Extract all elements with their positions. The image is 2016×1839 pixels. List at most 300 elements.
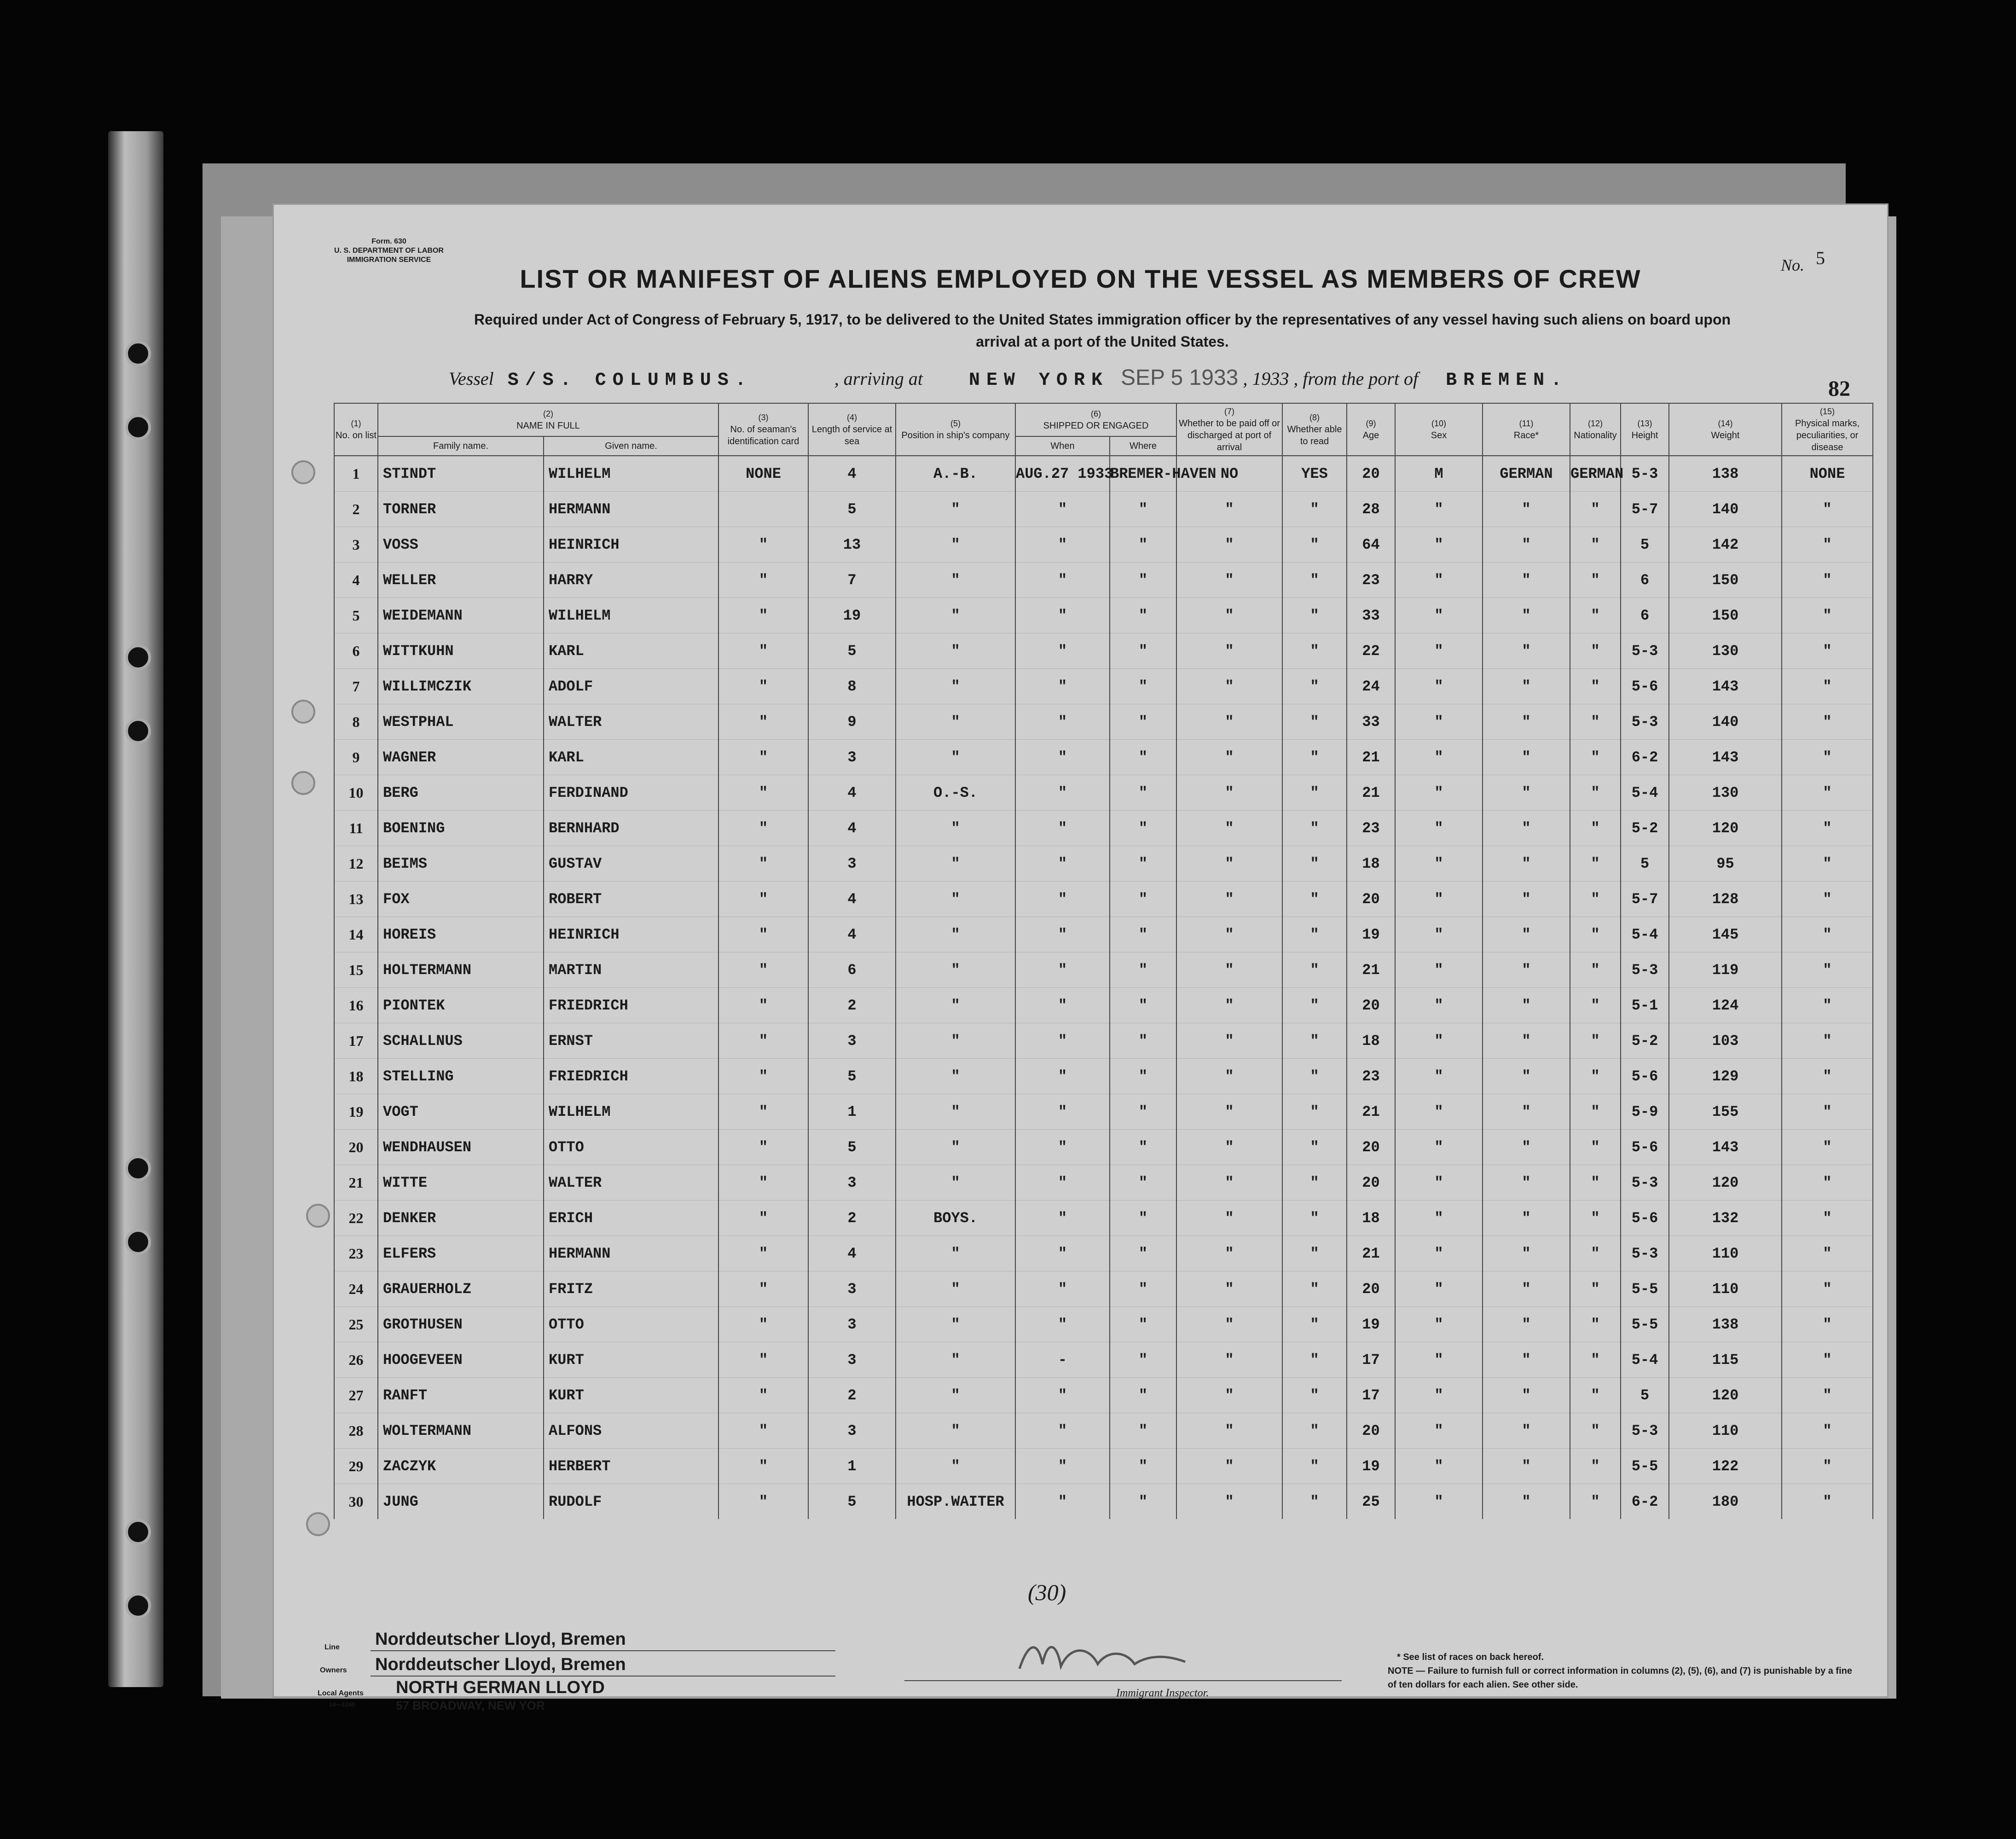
cell-race: " — [1483, 563, 1570, 598]
cell-age: 20 — [1347, 1165, 1395, 1201]
cell-sex: " — [1395, 669, 1483, 704]
table-row — [334, 1342, 1873, 1378]
cell-sex: " — [1395, 1449, 1483, 1484]
cell-service: 5 — [808, 1130, 896, 1165]
cell-no: 12 — [334, 846, 378, 882]
cell-card: " — [718, 1236, 808, 1271]
cell-family: WEIDEMANN — [378, 598, 544, 633]
col-header-position: (5) Position in ship's company — [896, 403, 1015, 456]
cell-no: 25 — [334, 1307, 378, 1342]
cell-race: " — [1483, 988, 1570, 1023]
cell-service: 8 — [808, 669, 896, 704]
cell-height: 5-4 — [1621, 917, 1669, 952]
cell-when: " — [1015, 1023, 1110, 1059]
cell-family: STINDT — [378, 456, 544, 492]
cell-sex: " — [1395, 846, 1483, 882]
cell-when: " — [1015, 1378, 1110, 1413]
cell-race: " — [1483, 1413, 1570, 1449]
cell-position: " — [896, 1236, 1015, 1271]
cell-service: 4 — [808, 882, 896, 917]
punch-hole — [306, 1204, 330, 1228]
cell-when: " — [1015, 1271, 1110, 1307]
cell-family: VOGT — [378, 1094, 544, 1130]
cell-race: " — [1483, 952, 1570, 988]
owners-value: Norddeutscher Lloyd, Bremen — [375, 1655, 626, 1674]
cell-marks: " — [1782, 740, 1873, 775]
cell-sex: " — [1395, 1236, 1483, 1271]
cell-nationality: " — [1570, 1094, 1621, 1130]
col-header-shipped: (6) SHIPPED OR ENGAGED — [1015, 403, 1176, 436]
cell-service: 9 — [808, 704, 896, 740]
cell-position: " — [896, 846, 1015, 882]
cell-given: WILHELM — [544, 598, 718, 633]
cell-no: 28 — [334, 1413, 378, 1449]
cell-race: " — [1483, 775, 1570, 811]
cell-nationality: " — [1570, 1236, 1621, 1271]
cell-age: 19 — [1347, 917, 1395, 952]
cell-weight: 110 — [1669, 1413, 1782, 1449]
arrival-port: NEW YORK — [969, 370, 1109, 391]
cell-when: " — [1015, 1484, 1110, 1520]
cell-age: 20 — [1347, 1130, 1395, 1165]
table-row — [334, 775, 1873, 811]
cell-weight: 150 — [1669, 598, 1782, 633]
cell-read: " — [1282, 988, 1347, 1023]
cell-nationality: " — [1570, 1378, 1621, 1413]
cell-where: " — [1110, 846, 1176, 882]
cell-height: 5-6 — [1621, 1130, 1669, 1165]
cell-weight: 150 — [1669, 563, 1782, 598]
cell-paid: " — [1176, 598, 1282, 633]
note-penalty: NOTE — Failure to furnish full or correct information in columns (2), (5), (6), and (7) is punishable by a fine of ten dollars for each alien. See other side. — [1388, 1666, 1852, 1690]
cell-nationality: " — [1570, 527, 1621, 563]
cell-card: " — [718, 1271, 808, 1307]
cell-where: " — [1110, 1165, 1176, 1201]
list-no-label: No. — [1780, 256, 1804, 274]
cell-no: 8 — [334, 704, 378, 740]
cell-weight: 103 — [1669, 1023, 1782, 1059]
cell-read: " — [1282, 882, 1347, 917]
cell-when: " — [1015, 563, 1110, 598]
cell-given: KARL — [544, 740, 718, 775]
cell-sex: " — [1395, 527, 1483, 563]
cell-marks: " — [1782, 669, 1873, 704]
cell-service: 6 — [808, 952, 896, 988]
cell-read: " — [1282, 952, 1347, 988]
binder-hole — [125, 644, 151, 670]
cell-when: " — [1015, 775, 1110, 811]
cell-no: 9 — [334, 740, 378, 775]
cell-when: " — [1015, 633, 1110, 669]
cell-marks: " — [1782, 988, 1873, 1023]
cell-nationality: " — [1570, 1342, 1621, 1378]
cell-family: HOOGEVEEN — [378, 1342, 544, 1378]
table-row — [334, 456, 1873, 492]
cell-position: " — [896, 1449, 1015, 1484]
cell-race: " — [1483, 1023, 1570, 1059]
table-row — [334, 1271, 1873, 1307]
cell-age: 20 — [1347, 882, 1395, 917]
cell-marks: " — [1782, 1201, 1873, 1236]
cell-height: 6 — [1621, 598, 1669, 633]
cell-family: WOLTERMANN — [378, 1413, 544, 1449]
cell-paid: " — [1176, 1165, 1282, 1201]
cell-read: " — [1282, 1271, 1347, 1307]
cell-position: " — [896, 811, 1015, 846]
cell-no: 14 — [334, 917, 378, 952]
cell-sex: " — [1395, 1413, 1483, 1449]
cell-weight: 119 — [1669, 952, 1782, 988]
binder-hole — [125, 1155, 151, 1181]
cell-sex: " — [1395, 1130, 1483, 1165]
cell-given: WILHELM — [544, 456, 718, 492]
cell-read: " — [1282, 704, 1347, 740]
cell-race: " — [1483, 1236, 1570, 1271]
cell-card: " — [718, 952, 808, 988]
cell-where: " — [1110, 633, 1176, 669]
cell-no: 3 — [334, 527, 378, 563]
col-header-family: Family name. — [378, 436, 544, 456]
cell-paid: " — [1176, 1059, 1282, 1094]
cell-sex: " — [1395, 598, 1483, 633]
col-header-height: (13) Height — [1621, 403, 1669, 456]
cell-card — [718, 492, 808, 527]
cell-service: 7 — [808, 563, 896, 598]
cell-family: SCHALLNUS — [378, 1023, 544, 1059]
cell-height: 6 — [1621, 563, 1669, 598]
cell-service: 5 — [808, 1059, 896, 1094]
cell-paid: " — [1176, 846, 1282, 882]
cell-nationality: " — [1570, 917, 1621, 952]
binder-hole — [125, 1519, 151, 1545]
cell-age: 28 — [1347, 492, 1395, 527]
cell-marks: " — [1782, 882, 1873, 917]
cell-paid: " — [1176, 1484, 1282, 1520]
cell-weight: 143 — [1669, 669, 1782, 704]
cell-no: 30 — [334, 1484, 378, 1520]
cell-family: TORNER — [378, 492, 544, 527]
cell-nationality: " — [1570, 882, 1621, 917]
cell-age: 18 — [1347, 846, 1395, 882]
cell-no: 29 — [334, 1449, 378, 1484]
cell-family: BEIMS — [378, 846, 544, 882]
cell-paid: " — [1176, 492, 1282, 527]
form-number: Form. 630 — [371, 238, 406, 245]
cell-race: " — [1483, 669, 1570, 704]
cell-sex: " — [1395, 704, 1483, 740]
cell-card: " — [718, 633, 808, 669]
cell-position: " — [896, 1094, 1015, 1130]
cell-race: " — [1483, 1307, 1570, 1342]
cell-paid: " — [1176, 1130, 1282, 1165]
cell-marks: " — [1782, 1023, 1873, 1059]
cell-marks: " — [1782, 846, 1873, 882]
cell-service: 1 — [808, 1094, 896, 1130]
cell-read: " — [1282, 1342, 1347, 1378]
cell-marks: " — [1782, 1378, 1873, 1413]
cell-race: " — [1483, 1449, 1570, 1484]
cell-sex: M — [1395, 456, 1483, 492]
cell-given: HEINRICH — [544, 527, 718, 563]
cell-position: BOYS. — [896, 1201, 1015, 1236]
cell-nationality: " — [1570, 1449, 1621, 1484]
col-header-age: (9) Age — [1347, 403, 1395, 456]
cell-weight: 130 — [1669, 633, 1782, 669]
cell-no: 15 — [334, 952, 378, 988]
cell-sex: " — [1395, 882, 1483, 917]
cell-height: 5 — [1621, 846, 1669, 882]
cell-no: 7 — [334, 669, 378, 704]
cell-age: 23 — [1347, 811, 1395, 846]
cell-weight: 142 — [1669, 527, 1782, 563]
cell-paid: " — [1176, 704, 1282, 740]
cell-service: 2 — [808, 988, 896, 1023]
cell-where: " — [1110, 1023, 1176, 1059]
cell-position: " — [896, 1130, 1015, 1165]
cell-given: ALFONS — [544, 1413, 718, 1449]
cell-no: 26 — [334, 1342, 378, 1378]
cell-card: " — [718, 527, 808, 563]
cell-marks: " — [1782, 1165, 1873, 1201]
cell-read: " — [1282, 1307, 1347, 1342]
cell-card: " — [718, 669, 808, 704]
cell-no: 13 — [334, 882, 378, 917]
table-row — [334, 704, 1873, 740]
cell-given: WALTER — [544, 704, 718, 740]
cell-where: " — [1110, 1059, 1176, 1094]
cell-card: " — [718, 1307, 808, 1342]
col-header-card: (3) No. of seaman's identification card — [718, 403, 808, 456]
cell-marks: " — [1782, 704, 1873, 740]
punch-hole — [306, 1512, 330, 1536]
cell-sex: " — [1395, 811, 1483, 846]
cell-read: " — [1282, 1484, 1347, 1520]
cell-when: " — [1015, 811, 1110, 846]
cell-height: 5-3 — [1621, 1236, 1669, 1271]
cell-height: 5-6 — [1621, 1059, 1669, 1094]
cell-age: 64 — [1347, 527, 1395, 563]
cell-sex: " — [1395, 952, 1483, 988]
cell-where: " — [1110, 811, 1176, 846]
cell-where: " — [1110, 704, 1176, 740]
table-row — [334, 1130, 1873, 1165]
cell-read: " — [1282, 1094, 1347, 1130]
cell-height: 5-3 — [1621, 1165, 1669, 1201]
cell-where: " — [1110, 1201, 1176, 1236]
list-no-value: 5 — [1816, 248, 1825, 268]
cell-family: WILLIMCZIK — [378, 669, 544, 704]
cell-where: " — [1110, 669, 1176, 704]
cell-height: 5-3 — [1621, 456, 1669, 492]
cell-where: " — [1110, 1484, 1176, 1520]
cell-when: - — [1015, 1342, 1110, 1378]
cell-height: 5-1 — [1621, 988, 1669, 1023]
cell-position: " — [896, 563, 1015, 598]
cell-marks: " — [1782, 917, 1873, 952]
cell-where: " — [1110, 1130, 1176, 1165]
cell-when: " — [1015, 1165, 1110, 1201]
table-row — [334, 1413, 1873, 1449]
cell-weight: 140 — [1669, 492, 1782, 527]
cell-race: " — [1483, 811, 1570, 846]
cell-weight: 155 — [1669, 1094, 1782, 1130]
cell-service: 4 — [808, 775, 896, 811]
cell-race: " — [1483, 740, 1570, 775]
cell-given: OTTO — [544, 1307, 718, 1342]
agents-code: 14—1240 — [329, 1701, 355, 1708]
cell-when: " — [1015, 882, 1110, 917]
cell-when: " — [1015, 1307, 1110, 1342]
cell-age: 18 — [1347, 1201, 1395, 1236]
cell-service: 5 — [808, 492, 896, 527]
cell-marks: " — [1782, 1094, 1873, 1130]
cell-paid: " — [1176, 775, 1282, 811]
cell-when: " — [1015, 1449, 1110, 1484]
vessel-line — [449, 365, 1830, 391]
cell-family: BERG — [378, 775, 544, 811]
cell-paid: " — [1176, 988, 1282, 1023]
cell-position: " — [896, 527, 1015, 563]
cell-read: " — [1282, 563, 1347, 598]
table-row — [334, 1165, 1873, 1201]
cell-paid: " — [1176, 1449, 1282, 1484]
cell-when: " — [1015, 952, 1110, 988]
cell-where: " — [1110, 917, 1176, 952]
cell-given: WALTER — [544, 1165, 718, 1201]
cell-position: " — [896, 1342, 1015, 1378]
cell-paid: " — [1176, 917, 1282, 952]
cell-card: " — [718, 988, 808, 1023]
cell-nationality: " — [1570, 1201, 1621, 1236]
cell-nationality: " — [1570, 952, 1621, 988]
cell-family: FOX — [378, 882, 544, 917]
table-row — [334, 1059, 1873, 1094]
manifest-rows — [334, 456, 1873, 1519]
cell-race: " — [1483, 598, 1570, 633]
cell-family: DENKER — [378, 1201, 544, 1236]
cell-marks: " — [1782, 492, 1873, 527]
cell-family: WELLER — [378, 563, 544, 598]
cell-given: BERNHARD — [544, 811, 718, 846]
cell-height: 5-2 — [1621, 1023, 1669, 1059]
cell-paid: " — [1176, 952, 1282, 988]
cell-card: " — [718, 598, 808, 633]
department: U. S. DEPARTMENT OF LABOR — [334, 247, 444, 255]
cell-family: WAGNER — [378, 740, 544, 775]
cell-paid: " — [1176, 1307, 1282, 1342]
cell-service: 19 — [808, 598, 896, 633]
cell-weight: 120 — [1669, 1378, 1782, 1413]
page-subtitle: Required under Act of Congress of February 5, 1917, to be delivered to the United States immigration officer by the representatives of any vessel having such aliens on board upon arrival at a port of the United States. — [474, 311, 1731, 350]
cell-marks: NONE — [1782, 456, 1873, 492]
cell-age: 18 — [1347, 1023, 1395, 1059]
inspector-rule — [904, 1680, 1342, 1681]
cell-where: " — [1110, 1094, 1176, 1130]
punch-hole — [291, 700, 315, 724]
cell-read: " — [1282, 1165, 1347, 1201]
cell-position: A.-B. — [896, 456, 1015, 492]
cell-read: " — [1282, 1023, 1347, 1059]
cell-height: 5-7 — [1621, 882, 1669, 917]
cell-paid: " — [1176, 669, 1282, 704]
cell-when: " — [1015, 740, 1110, 775]
cell-service: 4 — [808, 917, 896, 952]
cell-read: " — [1282, 1449, 1347, 1484]
cell-read: " — [1282, 1059, 1347, 1094]
table-row — [334, 952, 1873, 988]
cell-when: " — [1015, 1413, 1110, 1449]
cell-nationality: " — [1570, 1271, 1621, 1307]
cell-card: " — [718, 563, 808, 598]
cell-weight: 132 — [1669, 1201, 1782, 1236]
cell-when: " — [1015, 917, 1110, 952]
cell-height: 5-3 — [1621, 633, 1669, 669]
vessel-name: S/S. COLUMBUS. — [507, 370, 753, 391]
table-row — [334, 811, 1873, 846]
cell-read: " — [1282, 1378, 1347, 1413]
cell-read: " — [1282, 1236, 1347, 1271]
cell-position: " — [896, 1307, 1015, 1342]
cell-card: " — [718, 1165, 808, 1201]
col-header-service: (4) Length of service at sea — [808, 403, 896, 456]
agents-value: NORTH GERMAN LLOYD — [396, 1678, 605, 1697]
cell-marks: " — [1782, 1307, 1873, 1342]
cell-service: 5 — [808, 1484, 896, 1520]
cell-position: " — [896, 633, 1015, 669]
col-header-read: (8) Whether able to read — [1282, 403, 1347, 456]
cell-no: 4 — [334, 563, 378, 598]
cell-service: 4 — [808, 456, 896, 492]
table-row — [334, 598, 1873, 633]
cell-read: " — [1282, 1201, 1347, 1236]
cell-paid: " — [1176, 1271, 1282, 1307]
cell-where: " — [1110, 563, 1176, 598]
binder-hole — [125, 341, 151, 366]
cell-given: RUDOLF — [544, 1484, 718, 1520]
table-row — [334, 1307, 1873, 1342]
cell-service: 4 — [808, 811, 896, 846]
cell-read: " — [1282, 1130, 1347, 1165]
cell-position: " — [896, 952, 1015, 988]
cell-nationality: " — [1570, 1307, 1621, 1342]
cell-weight: 138 — [1669, 1307, 1782, 1342]
table-row — [334, 669, 1873, 704]
cell-card: " — [718, 740, 808, 775]
col-header-where: Where — [1110, 436, 1176, 456]
cell-card: " — [718, 917, 808, 952]
cell-age: 20 — [1347, 988, 1395, 1023]
table-row — [334, 917, 1873, 952]
cell-given: ADOLF — [544, 669, 718, 704]
cell-family: WESTPHAL — [378, 704, 544, 740]
cell-where: " — [1110, 1449, 1176, 1484]
cell-weight: 138 — [1669, 456, 1782, 492]
cell-race: " — [1483, 1271, 1570, 1307]
cell-marks: " — [1782, 1059, 1873, 1094]
cell-age: 21 — [1347, 740, 1395, 775]
cell-card: " — [718, 1449, 808, 1484]
cell-card: " — [718, 811, 808, 846]
cell-race: " — [1483, 492, 1570, 527]
cell-no: 20 — [334, 1130, 378, 1165]
table-row — [334, 1449, 1873, 1484]
col-header-paid: (7) Whether to be paid off or discharged at port of arrival — [1176, 403, 1282, 456]
cell-weight: 145 — [1669, 917, 1782, 952]
cell-where: " — [1110, 952, 1176, 988]
cell-card: " — [718, 1059, 808, 1094]
cell-service: 2 — [808, 1378, 896, 1413]
cell-no: 2 — [334, 492, 378, 527]
